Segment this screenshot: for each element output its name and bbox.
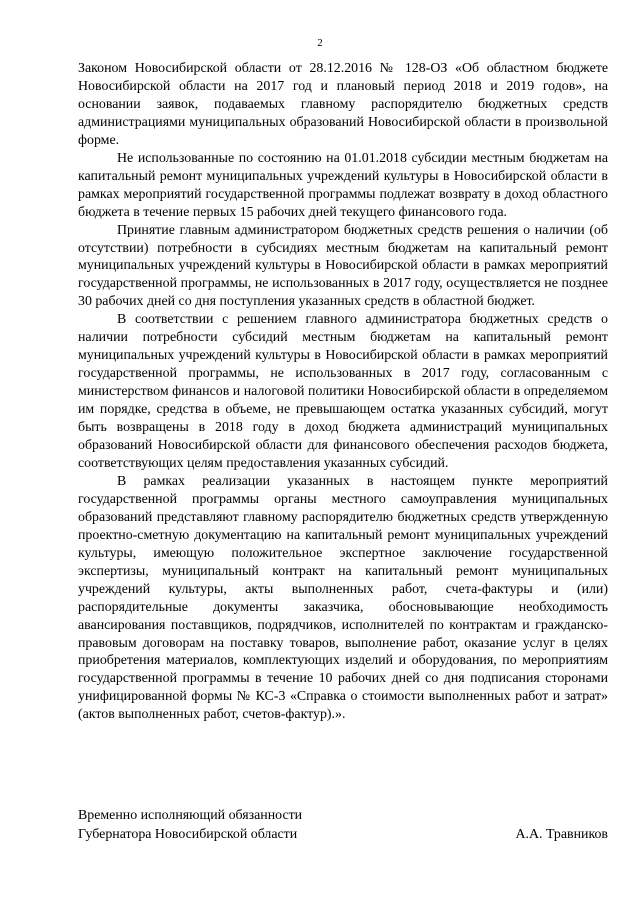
document-body: [78, 60, 608, 724]
paragraph-continuation: Законом Новосибирской области от 28.12.2016 № 128-ОЗ «Об областном бюджете Новосибирской области на 2017 год и плановый период 2018 и 2019 годов», на основании заявок, подаваемых главному распорядителю бюджетных средств администрациями муниципальных образований Новосибирской области в произвольной форме.: [78, 61, 608, 148]
paragraph-need-decision: Принятие главным администратором бюджетных средств решения о наличии (об отсутствии) потребности в субсидиях местным бюджетам на капитальный ремонт муниципальных учреждений культуры в Новосибирской области в рамках мероприятий государственной программы, не использованных в 2017 году, осуществляется не позднее 30 рабочих дней со дня поступления указанных средств в областной бюджет.: [78, 222, 608, 310]
signature-block: [78, 806, 608, 844]
paragraph-unused-subsidies-return: Не использованные по состоянию на 01.01.2018 субсидии местным бюджетам на капитальный ремонт муниципальных учреждений культуры в Новосибирской области в рамках мероприятий государственной программы подлежат возврату в доход областного бюджета в течение первых 15 рабочих дней текущего финансового года.: [78, 150, 608, 220]
signatory-name: А.А. Травников: [515, 827, 608, 842]
paragraph-documentation-requirements: В рамках реализации указанных в настоящем пункте мероприятий государственной программы органы местного самоуправления муниципальных образований представляют главному распорядителю бюджетных средств утвержденную проектно-сметную документацию на капитальный ремонт муниципальных учреждений культуры, имеющую положительное экспертное заключение государственной экспертизы, муниципальный контракт на капитальный ремонт муниципальных учреждений культуры, акты выполненных работ, счета-фактуры и (или) распорядительные документы заказчика, обосновывающие необходимость авансирования поставщиков, подрядчиков, исполнителей по контрактам и гражданско-правовым договорам на поставку товаров, выполнение работ, оказание услуг в целях приобретения материалов, комплектующих изделий и оборудования, по мероприятиям государственной программы в течение 10 рабочих дней со дня подписания сторонами унифицированной формы № КС-3 «Справка о стоимости выполненных работ и затрат» (актов выполненных работ, счетов-фактур).».: [78, 473, 608, 723]
signature-title-line2: Губернатора Новосибирской области: [78, 827, 298, 842]
signature-title-line1: Временно исполняющий обязанности: [78, 808, 303, 823]
page-number: 2: [317, 37, 323, 49]
paragraph-return-of-funds: В соответствии с решением главного администратора бюджетных средств о наличии потребности субсидий местным бюджетам на капитальный ремонт муниципальных учреждений культуры в Новосибирской области в рамках мероприятий государственной программы, не использованных в 2017 году, согласованным с министерством финансов и налоговой политики Новосибирской области в определяемом им порядке, средства в объеме, не превышающем остатка указанных субсидий, могут быть возвращены в 2018 году в доход бюджета администраций муниципальных образований Новосибирской области для финансового обеспечения расходов бюджета, соответствующих целям предоставления указанных субсидий.: [78, 312, 608, 471]
